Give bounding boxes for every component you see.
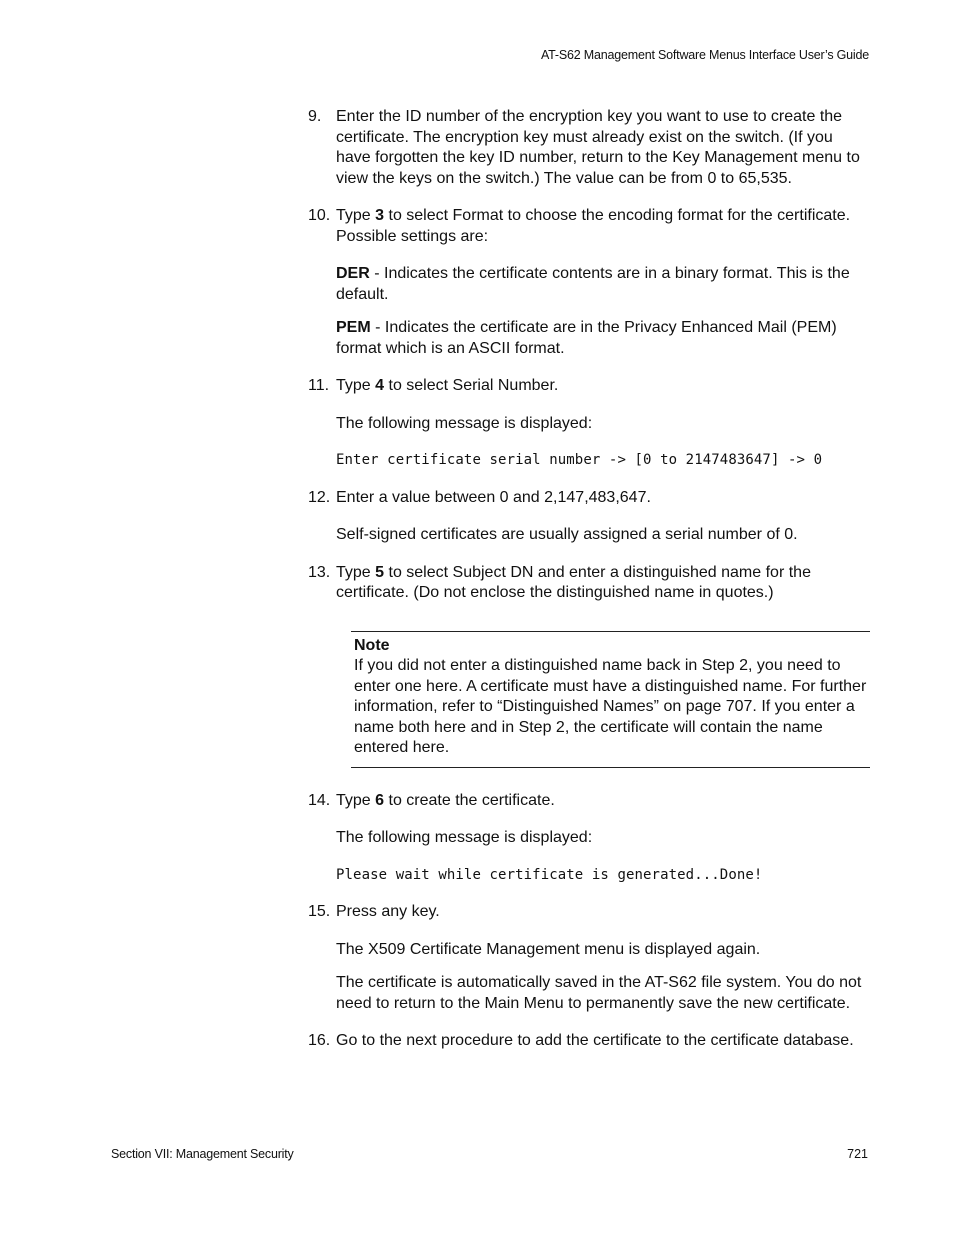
step-text: Press any key. [336, 903, 440, 920]
running-header: AT-S62 Management Software Menus Interface User’s Guide [540, 48, 869, 62]
step-10 [308, 206, 870, 359]
key-label: 4 [375, 377, 385, 394]
step-9 [308, 107, 870, 189]
text-fragment: to select Serial Number. [384, 377, 559, 394]
footer-section: Section VII: Management Security [111, 1147, 294, 1161]
step-number: 13. [308, 563, 331, 581]
note-box [351, 631, 870, 768]
step-number: 16. [308, 1032, 331, 1049]
note-text: If you did not enter a distinguished name back in Step 2, you need to enter one here. A certificate must have a distinguished name. For further information, refer to “Distinguished Names” on page 707. If you enter a name both here and in Step 2, the certificate will contain the name entered here. [354, 657, 867, 756]
option-description: - Indicates the certificate are in the Privacy Enhanced Mail (PEM) format which is an ASCII format. [336, 319, 837, 357]
step-number: 11. [308, 377, 330, 394]
step-text [336, 206, 870, 247]
message-intro: The following message is displayed: [336, 829, 593, 846]
text-fragment: to create the certificate. [384, 791, 555, 809]
step-number: 9. [308, 108, 322, 125]
step-number: 15. [308, 903, 331, 920]
step-text: Enter the ID number of the encryption key you want to use to create the certificate. The encryption key must already exist on the switch. (If you have forgotten the key ID number, return to the Key Management menu to view the keys on the switch.) The value can be from 0 to 65,535. [336, 108, 860, 187]
step-13 [308, 563, 870, 604]
step-text [336, 791, 870, 812]
step-text: Go to the next procedure to add the certificate to the certificate database. [336, 1032, 854, 1049]
text-fragment: Type [336, 377, 376, 394]
step-subtext: The X509 Certificate Management menu is displayed again. [336, 940, 761, 958]
key-label: 3 [375, 207, 385, 224]
step-12 [308, 488, 870, 546]
page-number: 721 [847, 1147, 868, 1161]
der-option [336, 264, 870, 305]
text-fragment: Type [336, 791, 376, 809]
step-15 [308, 902, 870, 1014]
step-11 [308, 376, 870, 471]
text-fragment: to select Subject DN and enter a distinguished name for the certificate. (Do not enclose the distinguished name in quotes.) [336, 563, 811, 601]
step-14 [308, 791, 870, 886]
console-message: Enter certificate serial number -> [0 to 2147483647] -> 0 [336, 452, 823, 468]
note-title: Note [354, 636, 390, 654]
key-label: 5 [375, 563, 385, 581]
step-subtext: Self-signed certificates are usually assigned a serial number of 0. [336, 526, 798, 543]
text-fragment: to select Format to choose the encoding format for the certificate. Possible settings are: [336, 207, 851, 245]
option-term: DER [336, 265, 370, 282]
step-text [336, 563, 870, 604]
step-number: 10. [308, 207, 331, 224]
key-label: 6 [375, 791, 385, 809]
step-number: 14. [308, 791, 331, 809]
text-fragment: Type [336, 563, 376, 581]
text-fragment: Type [336, 207, 376, 224]
option-description: - Indicates the certificate contents are in a binary format. This is the default. [336, 265, 850, 303]
page-body [308, 107, 870, 1069]
step-16 [308, 1031, 870, 1052]
step-number: 12. [308, 488, 331, 506]
option-term: PEM [336, 319, 371, 336]
step-text: Enter a value between 0 and 2,147,483,647. [336, 488, 651, 506]
console-message: Please wait while certificate is generated...Done! [336, 866, 763, 883]
pem-option [336, 318, 870, 359]
step-text [336, 376, 870, 397]
message-intro: The following message is displayed: [336, 414, 593, 432]
step-subtext: The certificate is automatically saved in the AT-S62 file system. You do not need to return to the Main Menu to permanently save the new certificate. [336, 974, 862, 1012]
